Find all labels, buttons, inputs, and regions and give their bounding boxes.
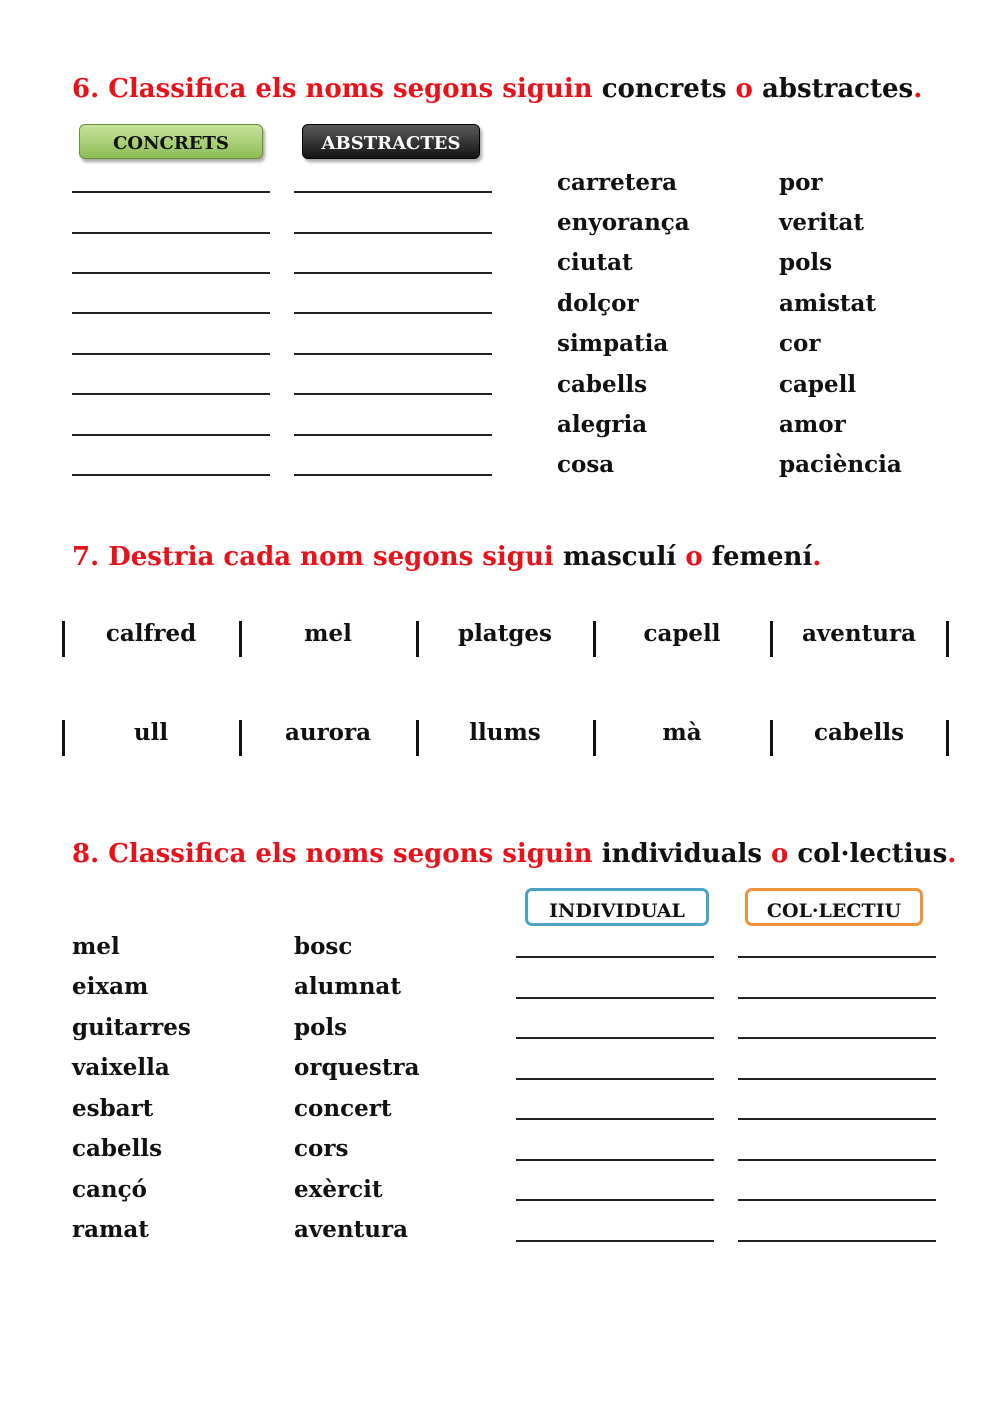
ex6-word[interactable]: amor bbox=[779, 411, 846, 438]
ex6-answer-blank[interactable] bbox=[72, 272, 270, 274]
ex6-answer-blank[interactable] bbox=[294, 393, 492, 395]
ex8-word[interactable]: orquestra bbox=[294, 1054, 420, 1081]
ex8-word[interactable]: bosc bbox=[294, 933, 353, 960]
ex8-answer-blank[interactable] bbox=[738, 1118, 936, 1120]
ex8-word[interactable]: pols bbox=[294, 1014, 348, 1041]
ex6-answer-blank[interactable] bbox=[72, 312, 270, 314]
ex7-word-cell[interactable]: ull bbox=[133, 719, 169, 746]
exercise-8-heading: 8. Classifica els noms segons siguin individuals o col·lectius. bbox=[72, 839, 957, 869]
ex7-word-cell[interactable]: mà bbox=[662, 719, 702, 746]
ex8-answer-blank[interactable] bbox=[516, 1199, 714, 1201]
ex6-word[interactable]: por bbox=[779, 169, 823, 196]
ex8-word[interactable]: alumnat bbox=[294, 973, 401, 1000]
ex6-answer-blank[interactable] bbox=[72, 191, 270, 193]
ex8-word[interactable]: esbart bbox=[72, 1095, 154, 1122]
ex8-answer-blank[interactable] bbox=[516, 1118, 714, 1120]
ex6-answer-blank[interactable] bbox=[72, 474, 270, 476]
ex8-word[interactable]: concert bbox=[294, 1095, 392, 1122]
ex7-word-cell[interactable]: aurora bbox=[284, 719, 372, 746]
ex8-answer-blank[interactable] bbox=[738, 997, 936, 999]
ex8-word[interactable]: cabells bbox=[72, 1135, 163, 1162]
ex8-word[interactable]: exèrcit bbox=[294, 1176, 383, 1203]
ex6-word[interactable]: simpatia bbox=[557, 330, 669, 357]
ex6-answer-blank[interactable] bbox=[294, 434, 492, 436]
ex7-divider-bar bbox=[770, 621, 773, 657]
concrets-button[interactable]: CONCRETS bbox=[79, 124, 263, 159]
ex8-word[interactable]: mel bbox=[72, 933, 120, 960]
ex8-answer-blank[interactable] bbox=[516, 1078, 714, 1080]
ex8-word[interactable]: ramat bbox=[72, 1216, 149, 1243]
ex7-word-cell[interactable]: cabells bbox=[813, 719, 905, 746]
ex7-divider-bar bbox=[416, 621, 419, 657]
individual-drop-label: INDIVIDUAL bbox=[525, 888, 709, 926]
ex8-answer-blank[interactable] bbox=[516, 1159, 714, 1161]
ex7-divider-bar bbox=[946, 621, 949, 657]
ex6-answer-blank[interactable] bbox=[72, 393, 270, 395]
ex6-word[interactable]: cor bbox=[779, 330, 821, 357]
ex8-word[interactable]: cors bbox=[294, 1135, 349, 1162]
ex8-answer-blank[interactable] bbox=[738, 1159, 936, 1161]
ex7-divider-bar bbox=[770, 720, 773, 756]
ex7-divider-bar bbox=[593, 720, 596, 756]
ex7-divider-bar bbox=[946, 720, 949, 756]
abstractes-button[interactable]: ABSTRACTES bbox=[302, 124, 480, 159]
ex6-word[interactable]: carretera bbox=[557, 169, 678, 196]
ex7-divider-bar bbox=[239, 720, 242, 756]
ex6-answer-blank[interactable] bbox=[294, 312, 492, 314]
ex6-word[interactable]: paciència bbox=[779, 451, 902, 478]
ex6-word[interactable]: amistat bbox=[779, 290, 877, 317]
ex6-answer-blank[interactable] bbox=[294, 191, 492, 193]
ex8-word[interactable]: vaixella bbox=[72, 1054, 170, 1081]
ex8-answer-blank[interactable] bbox=[738, 1240, 936, 1242]
ex6-word[interactable]: cosa bbox=[557, 451, 615, 478]
ex6-word[interactable]: capell bbox=[779, 371, 857, 398]
ex8-answer-blank[interactable] bbox=[516, 997, 714, 999]
ex8-answer-blank[interactable] bbox=[738, 1199, 936, 1201]
ex6-answer-blank[interactable] bbox=[294, 232, 492, 234]
ex6-word[interactable]: dolçor bbox=[557, 290, 639, 317]
ex6-answer-blank[interactable] bbox=[72, 232, 270, 234]
ex6-answer-blank[interactable] bbox=[72, 353, 270, 355]
ex7-word-cell[interactable]: mel bbox=[304, 620, 352, 647]
ex6-word[interactable]: veritat bbox=[779, 209, 865, 236]
ex7-divider-bar bbox=[62, 720, 65, 756]
ex6-answer-blank[interactable] bbox=[294, 272, 492, 274]
ex7-word-cell[interactable]: capell bbox=[643, 620, 721, 647]
ex6-word[interactable]: ciutat bbox=[557, 249, 633, 276]
ex7-divider-bar bbox=[62, 621, 65, 657]
exercise-7-heading: 7. Destria cada nom segons sigui masculí o femení. bbox=[72, 542, 822, 572]
ex6-word[interactable]: cabells bbox=[557, 371, 648, 398]
ex6-word[interactable]: enyorança bbox=[557, 209, 690, 236]
ex8-word[interactable]: cançó bbox=[72, 1176, 147, 1203]
ex8-answer-blank[interactable] bbox=[738, 956, 936, 958]
ex7-word-cell[interactable]: calfred bbox=[105, 620, 197, 647]
ex7-word-cell[interactable]: platges bbox=[457, 620, 552, 647]
ex7-divider-bar bbox=[416, 720, 419, 756]
ex8-answer-blank[interactable] bbox=[516, 956, 714, 958]
ex6-answer-blank[interactable] bbox=[72, 434, 270, 436]
exercise-6-heading: 6. Classifica els noms segons siguin concrets o abstractes. bbox=[72, 74, 923, 104]
ex7-divider-bar bbox=[239, 621, 242, 657]
ex8-answer-blank[interactable] bbox=[738, 1078, 936, 1080]
ex8-word[interactable]: aventura bbox=[294, 1216, 408, 1243]
ex6-word[interactable]: alegria bbox=[557, 411, 648, 438]
ex8-answer-blank[interactable] bbox=[516, 1240, 714, 1242]
ex8-word[interactable]: guitarres bbox=[72, 1014, 191, 1041]
ex8-answer-blank[interactable] bbox=[516, 1037, 714, 1039]
ex6-word[interactable]: pols bbox=[779, 249, 833, 276]
ex7-divider-bar bbox=[593, 621, 596, 657]
ex8-word[interactable]: eixam bbox=[72, 973, 149, 1000]
ex7-word-cell[interactable]: aventura bbox=[802, 620, 916, 647]
ex6-answer-blank[interactable] bbox=[294, 474, 492, 476]
ex8-answer-blank[interactable] bbox=[738, 1037, 936, 1039]
collectiu-drop-label: COL·LECTIU bbox=[745, 888, 923, 926]
ex7-word-cell[interactable]: llums bbox=[469, 719, 541, 746]
ex6-answer-blank[interactable] bbox=[294, 353, 492, 355]
